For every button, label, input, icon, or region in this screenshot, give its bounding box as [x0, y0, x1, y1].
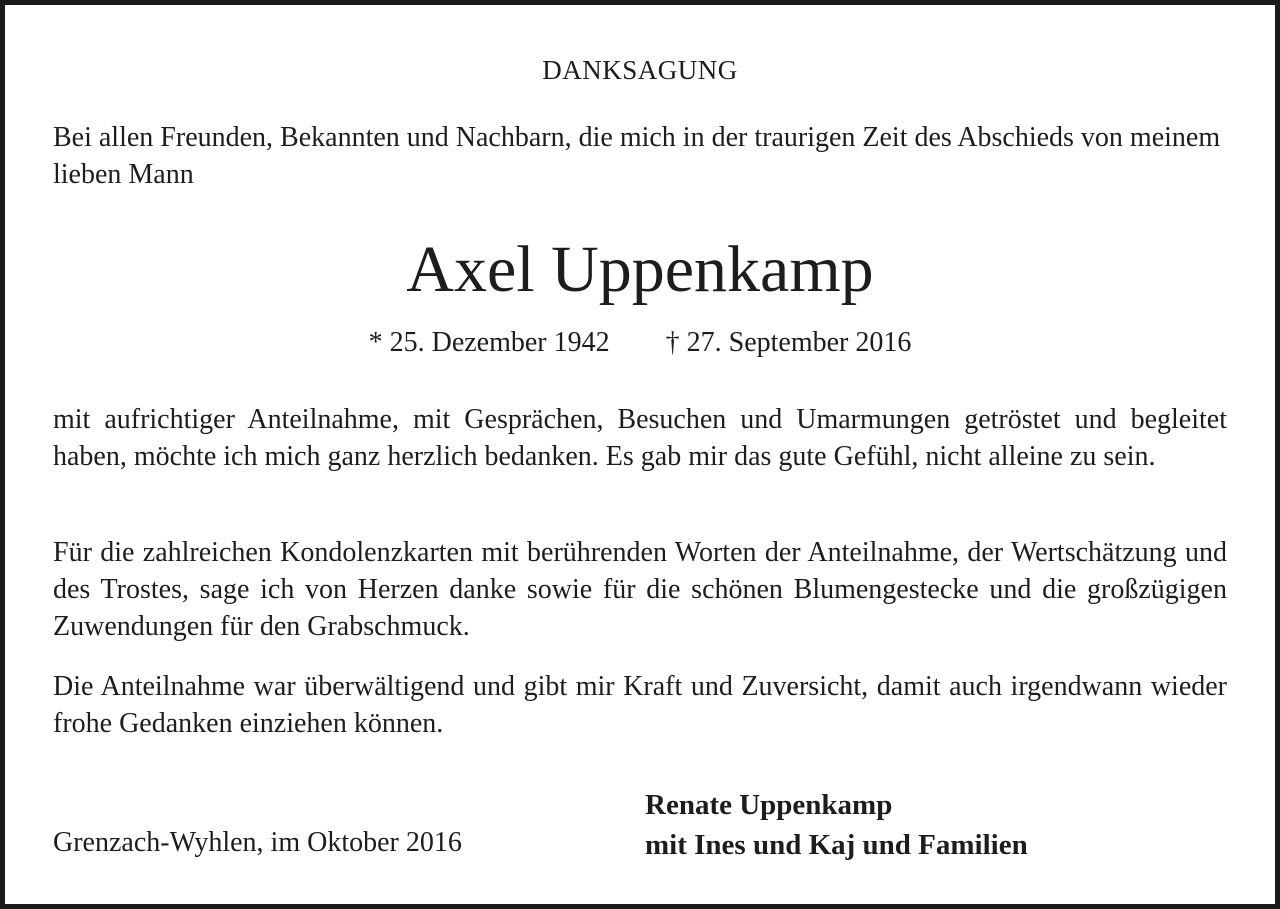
thanks-paragraph-2: Für die zahlreichen Kondolenzkarten mit berührenden Worten der Anteilnahme, der Wertschätzung und des Trostes, sage ich von Herzen danke sowie für die schönen Blumengestecke und die großzügigen Zuwendungen für den Grabschmuck.	[53, 537, 1227, 642]
birth-date: * 25. Dezember 1942	[368, 327, 610, 358]
thanks-paragraph-1: mit aufrichtiger Anteilnahme, mit Gesprächen, Besuchen und Umarmungen getröstet und begleitet haben, möchte ich mich ganz herzlich bedanken. Es gab mir das gute Gefühl, nicht alleine zu sein.	[53, 404, 1227, 472]
signature-block	[645, 785, 1028, 865]
signature-name: Renate Uppenkamp	[645, 789, 893, 821]
death-date: † 27. September 2016	[665, 327, 912, 358]
deceased-name: Axel Uppenkamp	[406, 233, 874, 306]
place-and-date: Grenzach-Wyhlen, im Oktober 2016	[53, 827, 462, 858]
signature-family: mit Ines und Kaj und Familien	[645, 829, 1028, 861]
intro-paragraph: Bei allen Freunden, Bekannten und Nachbarn, die mich in der traurigen Zeit des Abschieds von meinem lieben Mann	[53, 122, 1221, 190]
notice-heading: DANKSAGUNG	[542, 55, 738, 85]
life-dates	[5, 327, 1275, 359]
thanks-paragraph-3: Die Anteilnahme war überwältigend und gibt mir Kraft und Zuversicht, damit auch irgendwann wieder frohe Gedanken einziehen können.	[53, 671, 1227, 739]
